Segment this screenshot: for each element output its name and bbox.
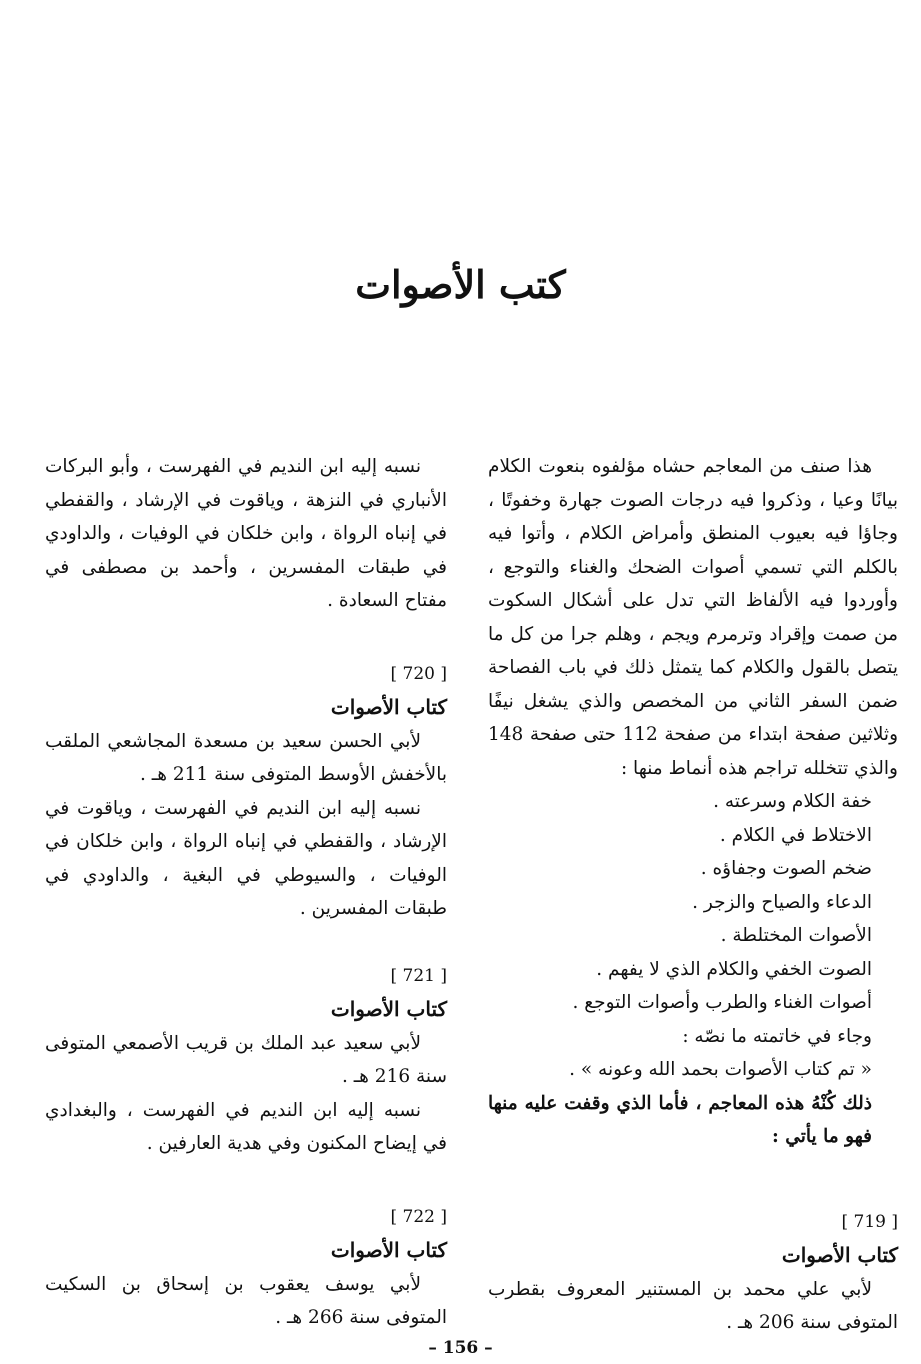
entry-sources: نسبه إليه ابن النديم في الفهرست ، وياقوت في الإرشاد ، والقفطي في إنباه الرواة ، وابن خلكان في الوفيات ، والسيوطي في البغية ، والداودي في طبقات المفسرين . <box>45 797 447 919</box>
list-item: خفة الكلام وسرعته . <box>713 791 872 812</box>
entry-721 <box>45 960 447 1161</box>
entry-author: لأبي سعيد عبد الملك بن قريب الأصمعي المتوفى سنة 216 هـ . <box>45 1032 447 1087</box>
list-item: الاختلاط في الكلام . <box>719 824 872 846</box>
continuation-paragraph: نسبه إليه ابن النديم في الفهرست ، وأبو البركات الأنباري في النزهة ، وياقوت في الإرشاد ، والقفطي في إنباه الرواة ، وابن خلكان في الوفيات ، والداودي في طبقات المفسرين ، وأحمد بن مصطفى في مفتاح السعادة . <box>45 456 447 611</box>
page-number: – 156 – <box>428 1338 493 1358</box>
entry-719 <box>488 1206 898 1340</box>
entry-author: لأبي الحسن سعيد بن مسعدة المجاشعي الملقب بالأخفش الأوسط المتوفى سنة 211 هـ . <box>45 730 447 785</box>
entry-author: لأبي علي محمد بن المستنير المعروف بقطرب المتوفى سنة 206 هـ . <box>488 1278 898 1333</box>
list-item: أصوات الغناء والطرب وأصوات التوجع . <box>572 992 872 1013</box>
closing-paragraph: ذلك كُنْهُ هذه المعاجم ، فأما الذي وقفت عليه منها فهو ما يأتي : <box>488 1092 872 1147</box>
entry-title: كتاب الأصوات <box>330 997 447 1021</box>
entry-number: [ 722 ] <box>390 1206 447 1227</box>
quote-line: « تم كتاب الأصوات بحمد الله وعونه » . <box>569 1059 872 1080</box>
list-item: وجاء في خاتمته ما نصّه : <box>682 1025 872 1047</box>
list-item: ضخم الصوت وجفاؤه . <box>700 858 872 879</box>
page-title: كتب الأصوات <box>355 262 566 307</box>
entry-720 <box>45 658 447 926</box>
entry-author: لأبي يوسف يعقوب بن إسحاق بن السكيت المتوفى سنة 266 هـ . <box>45 1273 447 1328</box>
list-item: الأصوات المختلطة . <box>720 925 872 946</box>
list-item: الصوت الخفي والكلام الذي لا يفهم . <box>596 958 872 980</box>
entry-title: كتاب الأصوات <box>330 1238 447 1262</box>
entry-sources: نسبه إليه ابن النديم في الفهرست ، والبغدادي في إيضاح المكنون وفي هدية العارفين . <box>45 1099 447 1154</box>
entry-number: [ 721 ] <box>390 965 447 986</box>
entry-title: كتاب الأصوات <box>330 695 447 719</box>
entry-number: [ 720 ] <box>390 663 447 684</box>
right-column <box>488 450 898 1340</box>
list-item: الدعاء والصياح والزجر . <box>692 891 872 913</box>
intro-paragraph: هذا صنف من المعاجم حشاه مؤلفوه بنعوت الكلام بيانًا وعيا ، وذكروا فيه درجات الصوت جهارة وخفوتًا ، وجاؤا فيه بعيوب المنطق وأمراض الكلام ، وأتوا فيه بالكلم التي تسمي أصوات الضحك والغناء والتوجع ، وأوردوا فيه الألفاظ التي تدل على أشكال السكوت من صمت وإقراد وترمرم ويجم ، وهلم جرا من كل ما يتصل بالقول والكلام كما يتمثل ذلك في باب الفصاحة ضمن السفر الثاني من المخصص والذي يشغل نيفًا وثلاثين صفحة ابتداء من صفحة 112 حتى صفحة 148 والذي تتخلله تراجم هذه أنماط منها : <box>488 456 898 779</box>
left-column <box>45 450 447 1335</box>
entry-number: [ 719 ] <box>841 1211 898 1232</box>
entry-722 <box>45 1201 447 1335</box>
entry-title: كتاب الأصوات <box>781 1243 898 1267</box>
